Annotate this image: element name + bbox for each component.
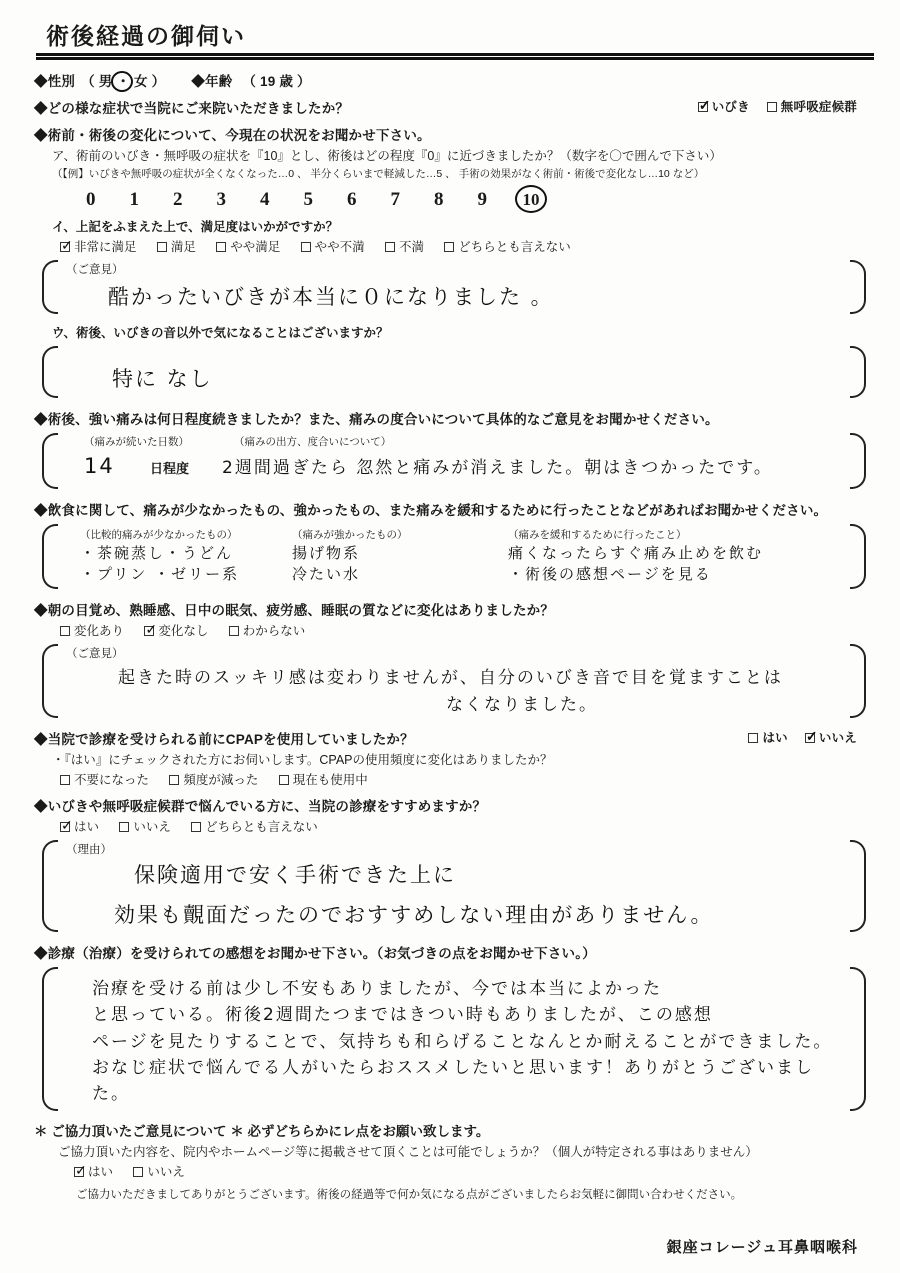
q-symptom bbox=[34, 97, 874, 117]
checkbox-icon[interactable] bbox=[229, 626, 239, 636]
comment-label: （ご意見） bbox=[66, 648, 124, 660]
scale-10-selected[interactable]: 10 bbox=[515, 185, 547, 213]
food-box[interactable] bbox=[40, 521, 868, 592]
reason-label: （理由） bbox=[66, 844, 112, 856]
food-col-relief-line2: ・術後の感想ページを見る bbox=[508, 565, 712, 583]
recommend-option-2[interactable]: どちらとも言えない bbox=[191, 817, 318, 835]
consent-option-yes[interactable]: ✓はい bbox=[74, 1162, 113, 1180]
impression-line-4: おなじ症状で悩んでる人がいたらおススメしたいと思います！ありがとうございました。 bbox=[92, 1058, 814, 1105]
checkbox-icon[interactable] bbox=[191, 822, 201, 832]
q-pain-label: ◆術後、強い痛みは何日程度続きましたか？また、痛みの度合いについて具体的なご意見をお聞かせください。 bbox=[34, 412, 719, 427]
cpap-sub-option-1[interactable]: 頻度が減った bbox=[169, 770, 258, 788]
scale-9[interactable]: 9 bbox=[477, 189, 521, 210]
checkbox-icon[interactable] bbox=[60, 242, 70, 252]
pain-days-unit: 日程度 bbox=[150, 461, 190, 476]
q-impression-label: ◆診療（治療）を受けられての感想をお聞かせ下さい。（お気づきの点をお聞かせ下さい。） bbox=[34, 946, 596, 961]
q-symptom-label: ◆どの様な症状で当院にご来院いただきましたか？ bbox=[34, 101, 350, 116]
recommend-options bbox=[60, 817, 874, 835]
other-concerns-box[interactable] bbox=[40, 343, 868, 401]
consent-option-no[interactable]: いいえ bbox=[133, 1162, 185, 1180]
checkbox-icon[interactable] bbox=[805, 733, 815, 743]
impression-line-1: 治療を受ける前は少し不安もありましたが、今では本当によかった bbox=[92, 979, 662, 999]
food-col-mild-line1: ・茶碗蒸し・うどん bbox=[80, 544, 234, 562]
checkbox-icon[interactable] bbox=[301, 242, 311, 252]
cpap-option-yes[interactable]: はい bbox=[748, 728, 787, 746]
comment-label: （ご意見） bbox=[66, 264, 124, 276]
satisfaction-option-1[interactable]: 満足 bbox=[157, 237, 196, 255]
clinic-signature: 銀座コレージュ耳鼻咽喉科 bbox=[666, 1239, 858, 1256]
checkbox-icon[interactable] bbox=[698, 102, 708, 112]
cpap-sub-option-2[interactable]: 現在も使用中 bbox=[279, 770, 368, 788]
morning-option-0[interactable]: 変化あり bbox=[60, 621, 124, 639]
scale-5[interactable]: 5 bbox=[303, 189, 347, 210]
satisfaction-comment-value: 酷かったいびきが本当に０になりました 。 bbox=[108, 285, 554, 309]
scale-0[interactable]: 0 bbox=[86, 189, 130, 210]
gender-age-row bbox=[34, 70, 874, 90]
scale-8[interactable]: 8 bbox=[434, 189, 478, 210]
pain-days-value: 14 bbox=[84, 454, 115, 478]
symptom-option-apnea[interactable]: 無呼吸症候群 bbox=[767, 97, 857, 115]
food-col-mild-line2: ・プリン ・ゼリー系 bbox=[80, 565, 240, 583]
recommend-reason-line1: 保険適用で安く手術できた上に bbox=[134, 863, 456, 887]
satisfaction-option-2[interactable]: やや満足 bbox=[216, 237, 280, 255]
checkbox-icon[interactable] bbox=[169, 775, 179, 785]
q-other-label: ウ、術後、いびきの音以外で気になることはございますか？ bbox=[52, 326, 389, 340]
food-col-relief-header: （痛みを緩和するために行ったこと） bbox=[508, 529, 687, 541]
scale-4[interactable]: 4 bbox=[260, 189, 304, 210]
q-cpap bbox=[34, 728, 874, 748]
checkbox-icon[interactable] bbox=[74, 1167, 84, 1177]
pain-degree-value: 2週間過ぎたら 忽然と痛みが消えました。朝はきつかったです。 bbox=[222, 458, 773, 478]
page-title: 術後経過の御伺い bbox=[46, 23, 246, 49]
q-recommend-label: ◆いびきや無呼吸症候群で悩んでいる方に、当院の診療をすすめますか？ bbox=[34, 799, 487, 814]
scale-row bbox=[86, 185, 874, 213]
consent-star-line: ＊ ご協力頂いたご意見について ＊ 必ずどちらかにレ点をお願い致します。 bbox=[34, 1123, 490, 1139]
food-col-strong bbox=[292, 527, 502, 584]
satisfaction-comment-box[interactable] bbox=[40, 257, 868, 317]
checkbox-icon[interactable] bbox=[385, 242, 395, 252]
q-food-label: ◆飲食に関して、痛みが少なかったもの、強かったもの、また痛みを緩和するために行ったことなどがあればお聞かせください。 bbox=[34, 503, 828, 518]
consent-options bbox=[74, 1162, 874, 1180]
morning-option-1[interactable]: ✓ 変化なし bbox=[144, 621, 208, 639]
food-col-strong-line1: 揚げ物系 bbox=[292, 544, 361, 562]
food-col-strong-line2: 冷たい水 bbox=[292, 565, 361, 583]
satisfaction-option-0[interactable]: ✓非常に満足 bbox=[60, 237, 137, 255]
checkbox-icon[interactable] bbox=[60, 822, 70, 832]
pain-days-label: （痛みが続いた日数） bbox=[84, 436, 189, 448]
scale-3[interactable]: 3 bbox=[216, 189, 260, 210]
satisfaction-options bbox=[60, 237, 874, 255]
pain-box[interactable] bbox=[40, 430, 868, 492]
morning-option-2[interactable]: わからない bbox=[229, 621, 306, 639]
cpap-sub-option-0[interactable]: 不要になった bbox=[60, 770, 149, 788]
cpap-option-no[interactable]: ✓ いいえ bbox=[805, 728, 857, 746]
checkbox-icon[interactable] bbox=[133, 1167, 143, 1177]
pain-degree-label: （痛みの出方、度合いについて） bbox=[234, 436, 392, 448]
checkbox-icon[interactable] bbox=[216, 242, 226, 252]
checkbox-icon[interactable] bbox=[60, 626, 70, 636]
q-morning-label: ◆朝の目覚め、熟睡感、日中の眠気、疲労感、睡眠の質などに変化はありましたか？ bbox=[34, 603, 555, 618]
checkbox-icon[interactable] bbox=[60, 775, 70, 785]
food-col-relief bbox=[508, 527, 838, 584]
satisfaction-option-4[interactable]: 不満 bbox=[385, 237, 424, 255]
morning-options bbox=[60, 621, 874, 639]
scale-7[interactable]: 7 bbox=[390, 189, 434, 210]
title-divider bbox=[36, 53, 874, 60]
scale-1[interactable]: 1 bbox=[129, 189, 173, 210]
cpap-sub-options bbox=[60, 770, 874, 788]
morning-comment-box[interactable] bbox=[40, 641, 868, 721]
consent-thanks: ご協力いただきましてありがとうございます。術後の経過等で何か気になる点がございましたらお気軽に御問い合わせください。 bbox=[76, 1188, 743, 1201]
impression-line-2: と思っている。術後2週間たつまではきつい時もありましたが、この感想 bbox=[92, 1005, 713, 1026]
q-change-label: ◆術前・術後の変化について、今現在の状況をお聞かせ下さい。 bbox=[34, 128, 431, 143]
recommend-option-1[interactable]: いいえ bbox=[119, 817, 171, 835]
impression-box[interactable] bbox=[40, 964, 868, 1114]
q-cpap-sub-label: ・『はい』にチェックされた方にお伺いします。CPAPの使用頻度に変化はありましたか？ bbox=[52, 753, 553, 767]
recommend-option-0[interactable]: ✓はい bbox=[60, 817, 99, 835]
scale-6[interactable]: 6 bbox=[347, 189, 391, 210]
checkbox-icon[interactable] bbox=[279, 775, 289, 785]
food-col-strong-header: （痛みが強かったもの） bbox=[292, 529, 408, 541]
q-cpap-label: ◆当院で診療を受けられる前にCPAPを使用していましたか？ bbox=[34, 732, 414, 747]
morning-comment-line2: なくなりました。 bbox=[446, 695, 598, 715]
morning-comment-line1: 起きた時のスッキリ感は変わりませんが、自分のいびき音で目を覚ますことは bbox=[118, 668, 783, 688]
checkbox-icon[interactable] bbox=[767, 102, 777, 112]
checkbox-icon[interactable] bbox=[157, 242, 167, 252]
age-field: （ 19 歳 ） bbox=[242, 74, 311, 89]
gender-selected-circle bbox=[111, 71, 133, 92]
q-change-a-example: （【例】いびきや無呼吸の症状が全くなくなった…0 、 半分くらいまで軽減した…5 、 手術の効果がなく術前・術後で変化なし…10 など） bbox=[52, 168, 705, 180]
age-label: ◆年齢 bbox=[191, 74, 233, 89]
satisfaction-option-5[interactable]: どちらとも言えない bbox=[444, 237, 571, 255]
q-change-a-label: ア、術前のいびき・無呼吸の症状を『10』とし、術後はどの程度『0』に近づきましたか？（数字を〇で囲んで下さい） bbox=[52, 149, 722, 163]
food-col-relief-line1: 痛くなったらすぐ痛み止めを飲む bbox=[508, 544, 764, 562]
food-col-mild-header: （比較的痛みが少なかったもの） bbox=[80, 529, 238, 541]
other-concerns-value: 特に なし bbox=[112, 367, 213, 391]
checkbox-icon[interactable] bbox=[444, 242, 454, 252]
gender-options: （ 男 ・ 女 ） bbox=[81, 74, 169, 89]
symptom-option-ibiki[interactable]: ✓ いびき bbox=[698, 97, 750, 115]
checkbox-icon[interactable] bbox=[144, 626, 154, 636]
scale-2[interactable]: 2 bbox=[173, 189, 217, 210]
satisfaction-option-3[interactable]: やや不満 bbox=[301, 237, 365, 255]
food-col-mild bbox=[80, 527, 286, 584]
consent-question: ご協力頂いた内容を、院内やホームページ等に掲載させて頂くことは可能でしょうか？（個人が特定される事はありません） bbox=[58, 1144, 758, 1159]
checkbox-icon[interactable] bbox=[748, 733, 758, 743]
recommend-reason-box[interactable] bbox=[40, 837, 868, 935]
checkbox-icon[interactable] bbox=[119, 822, 129, 832]
impression-line-3: ページを見たりすることで、気持ちも和らげることなんとか耐えることができました。 bbox=[92, 1031, 833, 1052]
q-satisfaction-label: イ、上記をふまえた上で、満足度はいかがですか？ bbox=[52, 220, 339, 234]
gender-label: ◆性別 bbox=[34, 74, 76, 89]
recommend-reason-line2: 効果も覿面だったのでおすすめしない理由がありません。 bbox=[114, 903, 714, 927]
